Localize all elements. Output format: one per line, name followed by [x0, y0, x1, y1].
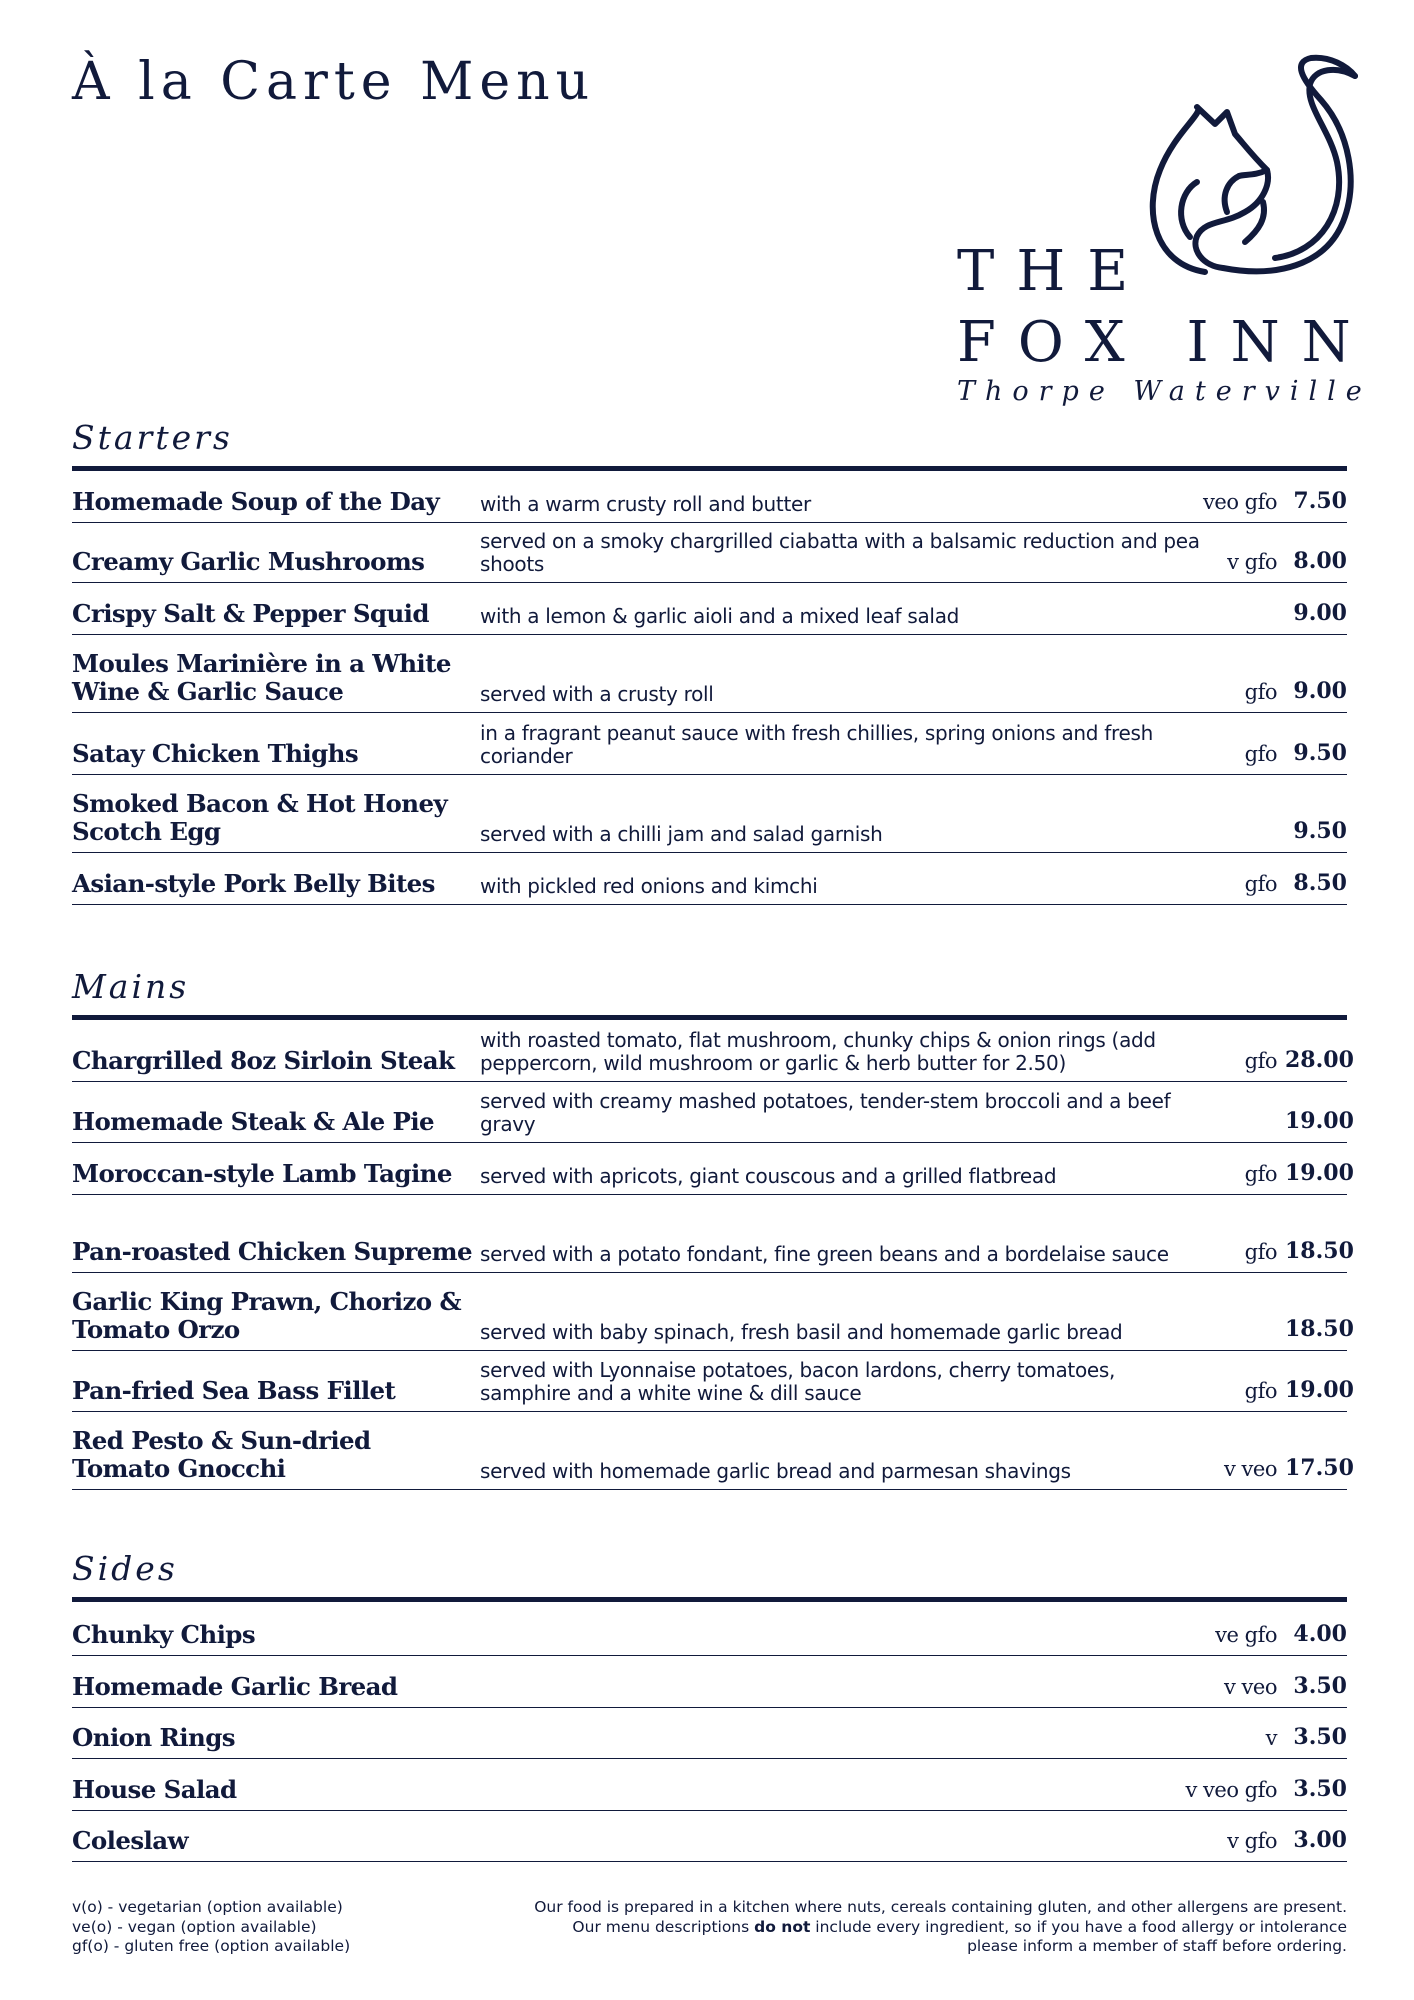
- dietary-tags: gfo: [1244, 680, 1277, 704]
- menu-item: [72, 1811, 1347, 1863]
- dish-name: House Salad: [72, 1774, 237, 1804]
- dish-price: 19.00: [1285, 1160, 1354, 1186]
- dish-name: Chargrilled 8oz Sirloin Steak: [72, 1046, 455, 1075]
- dish-description: in a fragrant peanut sauce with fresh chillies, spring onions and fresh coriander: [480, 721, 1153, 768]
- starters-title: Starters: [72, 418, 1347, 471]
- menu-item: [72, 1351, 1354, 1412]
- logo-line-fox-inn: FOX INN: [957, 310, 1373, 375]
- menu-item: [72, 775, 1347, 853]
- dish-name: Smoked Bacon & Hot Honey Scotch Egg: [72, 789, 448, 846]
- dish-description: with a warm crusty roll and butter: [480, 492, 811, 516]
- dietary-tags: gfo: [1244, 872, 1277, 896]
- sides-section: [72, 1549, 1347, 1862]
- dietary-tags: v veo gfo: [1185, 1777, 1277, 1802]
- dish-price: 9.00: [1293, 600, 1347, 626]
- dish-price: 19.00: [1285, 1377, 1354, 1403]
- sides-title: Sides: [72, 1549, 1347, 1602]
- dish-price: 8.00: [1293, 548, 1347, 574]
- logo-line-the: THE: [957, 239, 1151, 304]
- logo-line-location: Thorpe Waterville: [957, 376, 1372, 407]
- dish-description: with a lemon & garlic aioli and a mixed leaf salad: [480, 604, 960, 628]
- dish-price: 8.50: [1293, 870, 1347, 896]
- dish-price: 3.50: [1293, 1775, 1347, 1802]
- dish-price: 9.50: [1293, 818, 1347, 844]
- dietary-tags: gfo: [1244, 1240, 1277, 1264]
- dish-price: 3.00: [1293, 1827, 1347, 1853]
- dish-description: served with Lyonnaise potatoes, bacon lardons, cherry tomatoes, samphire and a white wine & dill sauce: [480, 1358, 1116, 1405]
- dietary-tags: gfo: [1244, 1379, 1277, 1403]
- dietary-tags: gfo: [1244, 1049, 1277, 1073]
- dish-name: Red Pesto & Sun-dried Tomato Gnocchi: [72, 1426, 371, 1483]
- dish-price: 19.00: [1285, 1108, 1354, 1134]
- dietary-tags: v: [1265, 1726, 1277, 1750]
- dietary-tags: gfo: [1244, 1162, 1277, 1186]
- dish-price: 3.50: [1293, 1724, 1347, 1750]
- dish-description: served with apricots, giant couscous and a grilled flatbread: [480, 1164, 1057, 1188]
- legend-gluten-free: gf(o) - gluten free (option available): [72, 1937, 351, 1955]
- allergen-notice: [527, 1898, 1347, 1957]
- dietary-tags: v veo: [1224, 1457, 1277, 1481]
- dish-description: served with a crusty roll: [480, 682, 714, 706]
- allergen-text-1: Our food is prepared in a kitchen where nuts, cereals containing gluten, and other allergens are present. Our menu descriptions: [534, 1898, 1347, 1936]
- menu-item: [72, 635, 1347, 713]
- dish-name: Chunky Chips: [72, 1620, 256, 1649]
- mains-title: Mains: [72, 967, 1347, 1020]
- menu-item: [72, 1602, 1347, 1656]
- menu-item: [72, 1759, 1347, 1811]
- allergen-emphasis: do not: [754, 1917, 811, 1936]
- dish-description: served with baby spinach, fresh basil and homemade garlic bread: [480, 1320, 1123, 1344]
- menu-item: [72, 1656, 1347, 1708]
- dish-name: Creamy Garlic Mushrooms: [72, 547, 425, 576]
- dish-name: Pan-roasted Chicken Supreme: [72, 1237, 472, 1266]
- dish-price: 18.50: [1285, 1238, 1354, 1264]
- menu-item: [72, 1143, 1354, 1195]
- dish-name: Crispy Salt & Pepper Squid: [72, 599, 429, 628]
- dish-name: Garlic King Prawn, Chorizo & Tomato Orzo: [72, 1287, 461, 1344]
- menu-item: [72, 1195, 1354, 1273]
- page-title: À la Carte Menu: [72, 52, 596, 112]
- dietary-tags: v gfo: [1227, 550, 1277, 574]
- legend-vegetarian: v(o) - vegetarian (option available): [72, 1898, 343, 1916]
- dish-price: 3.50: [1293, 1672, 1347, 1699]
- menu-item: [72, 583, 1347, 635]
- dish-name: Homemade Garlic Bread: [72, 1671, 398, 1701]
- menu-item: [72, 471, 1347, 523]
- dietary-tags: veo gfo: [1203, 490, 1277, 514]
- dish-price: 7.50: [1293, 488, 1347, 514]
- dish-name: Pan-fried Sea Bass Fillet: [72, 1376, 396, 1405]
- dish-description: served with a chilli jam and salad garnish: [480, 822, 883, 846]
- menu-item: [72, 713, 1347, 775]
- dietary-tags: gfo: [1244, 742, 1277, 766]
- dish-name: Moroccan-style Lamb Tagine: [72, 1159, 452, 1188]
- fox-icon: [1135, 52, 1360, 292]
- dish-price: 9.00: [1293, 678, 1347, 704]
- menu-item: [72, 1082, 1354, 1143]
- menu-item: [72, 1708, 1347, 1760]
- dish-price: 18.50: [1285, 1316, 1354, 1342]
- dish-price: 9.50: [1293, 740, 1347, 766]
- dish-name: Satay Chicken Thighs: [72, 739, 359, 768]
- dish-description: with roasted tomato, flat mushroom, chunky chips & onion rings (add peppercorn, wild mushroom or garlic & herb butter for 2.50): [480, 1028, 1156, 1075]
- dish-description: served on a smoky chargrilled ciabatta with a balsamic reduction and pea shoots: [480, 529, 1200, 576]
- dietary-tags: v veo: [1224, 1674, 1277, 1699]
- dietary-tags: v gfo: [1227, 1829, 1277, 1853]
- dietary-tags: ve gfo: [1215, 1623, 1277, 1647]
- dish-price: 28.00: [1285, 1047, 1354, 1073]
- menu-item: [72, 1412, 1354, 1490]
- starters-section: [72, 418, 1347, 905]
- menu-item: [72, 523, 1347, 583]
- dish-name: Onion Rings: [72, 1723, 235, 1752]
- dish-name: Asian-style Pork Belly Bites: [72, 869, 435, 898]
- dish-name: Homemade Steak & Ale Pie: [72, 1107, 435, 1136]
- dish-description: served with creamy mashed potatoes, tender-stem broccoli and a beef gravy: [480, 1089, 1171, 1136]
- dish-name: Coleslaw: [72, 1826, 189, 1855]
- dish-name: Moules Marinière in a White Wine & Garlic Sauce: [72, 649, 451, 706]
- dish-price: 4.00: [1293, 1621, 1347, 1647]
- menu-item: [72, 1273, 1354, 1351]
- menu-item: [72, 1020, 1354, 1082]
- legend-vegan: ve(o) - vegan (option available): [72, 1917, 317, 1936]
- dish-description: served with a potato fondant, fine green beans and a bordelaise sauce: [480, 1242, 1169, 1266]
- allergen-text-2: include every ingredient, so if you have a food allergy or intolerance please inform a member of staff before ordering.: [810, 1917, 1347, 1955]
- dish-price: 17.50: [1285, 1455, 1354, 1481]
- dish-name: Homemade Soup of the Day: [72, 487, 440, 516]
- menu-item: [72, 853, 1347, 905]
- dietary-legend: [72, 1898, 350, 1957]
- dish-description: with pickled red onions and kimchi: [480, 874, 818, 898]
- mains-section: [72, 967, 1354, 1490]
- dish-description: served with homemade garlic bread and parmesan shavings: [480, 1459, 1071, 1483]
